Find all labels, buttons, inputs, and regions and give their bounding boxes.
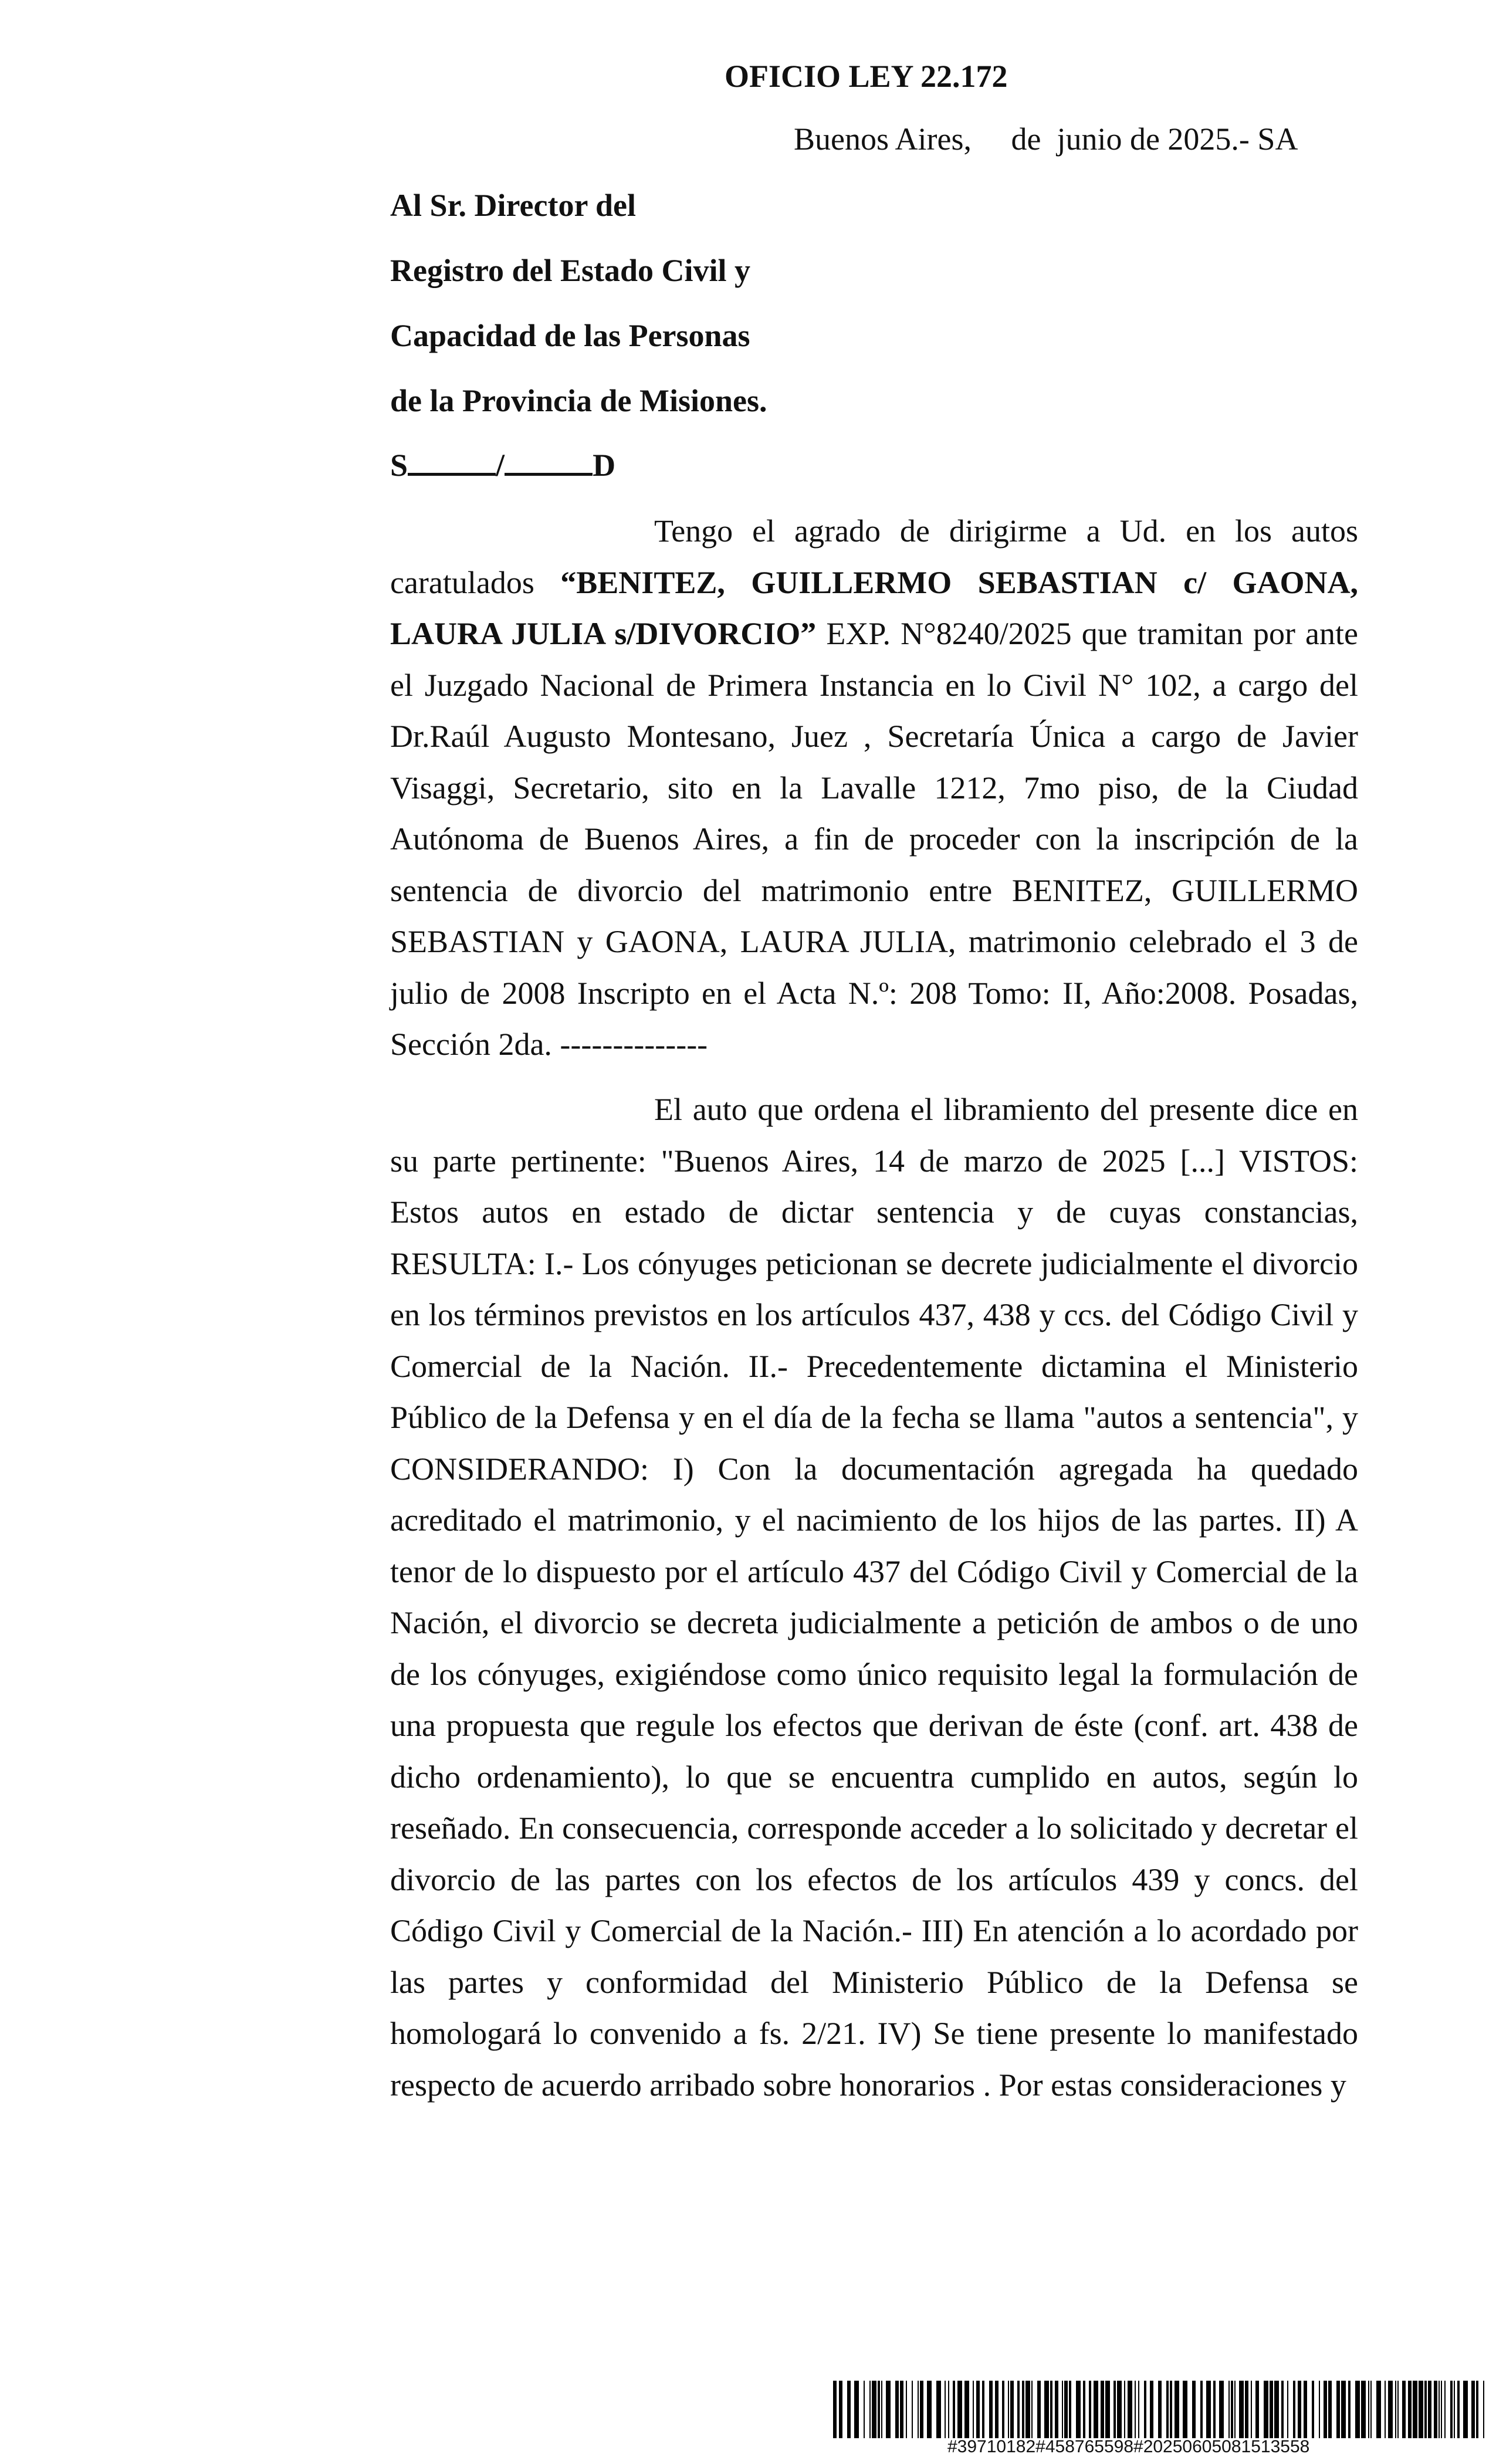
case-caption: “BENITEZ, GUILLERMO SEBASTIAN c/ GAONA, LAURA JULIA s/DIVORCIO” (390, 564, 1359, 651)
addressee-line: Registro del Estado Civil y (390, 253, 751, 288)
paragraph-text: Tengo el agrado de dirigirme a Ud. en los autos caratulados (390, 513, 1358, 600)
addressee-line: de la Provincia de Misiones. (390, 383, 767, 418)
barcode-number: #39710182#458765598#20250605081513558 (947, 2437, 1310, 2456)
paragraph-ruling: El auto que ordena el libramiento del presente dice en su parte pertinente: "Buenos Aires, 14 de marzo de 2025 [...] VISTOS: Estos autos en estado de dictar sentencia y de cuyas constancias, RESULTA: I.- Los cónyuges peticionan se decrete judicialmente el divorcio en los términos previstos en los artículos 437, 438 y ccs. del Código Civil y Comercial de la Nación. II.- Precedentemente dictamina el Ministerio Público de la Defensa y en el día de la fecha se llama "autos a sentencia", y CONSIDERANDO: I) Con la documentación agregada ha quedado acreditado el matrimonio, y el nacimiento de los hijos de las partes. II) A tenor de lo dispuesto por el artículo 437 del Código Civil y Comercial de la Nación, el divorcio se decreta judicialmente a petición de ambos o de uno de los cónyuges, exigiéndose como único requisito legal la formulación de una propuesta que regule los efectos que derivan de éste (conf. art. 438 de dicho ordenamiento), lo que se encuentra cumplido en autos, según lo reseñado. En consecuencia, corresponde acceder a lo solicitado y decretar el divorcio de las partes con los efectos de los artículos 439 y concs. del Código Civil y Comercial de la Nación.- III) En atención a lo acordado por las partes y conformidad del Ministerio Público de la Defensa se homologará lo convenido a fs. 2/21. IV) Se tiene presente lo manifestado respecto de acuerdo arribado sobre honorarios . Por estas consideraciones y (390, 1092, 1358, 2103)
su-despacho-mark (390, 445, 615, 486)
sd-blank (505, 446, 593, 476)
sd-end: D (593, 448, 616, 483)
sd-start: S (390, 448, 408, 483)
paragraph-text: EXP. N°8240/2025 que tramitan por ante el Juzgado Nacional de Primera Instancia en lo Civil N° 102, a cargo del Dr.Raúl Augusto Montesano, Juez , Secretaría Única a cargo de Javier Visaggi, Secretario, sito en la Lavalle 1212, 7mo piso, de la Ciudad Autónoma de Buenos Aires, a fin de proceder con la inscripción de la sentencia de divorcio del matrimonio entre BENITEZ, GUILLERMO SEBASTIAN y GAONA, LAURA JULIA, matrimonio celebrado el 3 de julio de 2008 Inscripto en el Acta N.º: 208 Tomo: II, Año:2008. Posadas, Sección 2da. -------------- (390, 616, 1358, 1062)
barcode-image (833, 2381, 1484, 2438)
addressee-line: Capacidad de las Personas (390, 318, 750, 353)
sd-slash: / (496, 448, 505, 483)
addressee-line: Al Sr. Director del (390, 188, 636, 223)
addressee-block (390, 185, 767, 445)
date-line: Buenos Aires, de junio de 2025.- SA (794, 121, 1298, 157)
sd-blank (408, 446, 496, 476)
document-title: OFICIO LEY 22.172 (725, 59, 1008, 94)
paragraph-request (390, 506, 1358, 1071)
